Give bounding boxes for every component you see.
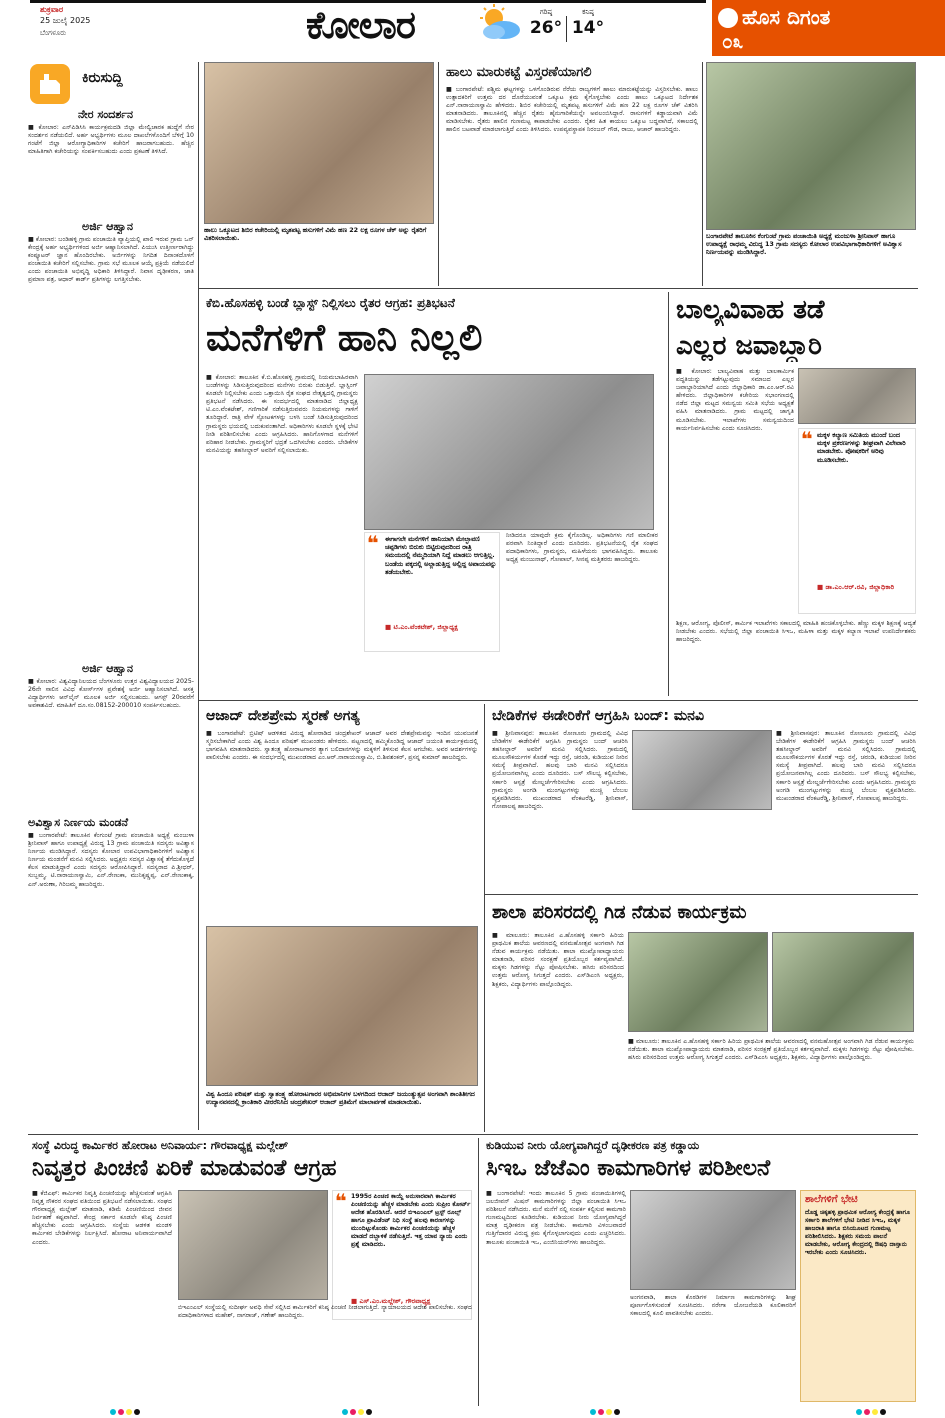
bandh-photo <box>632 730 772 810</box>
bandh-headline: ಬೇಡಿಕೆಗಳ ಈಡೇರಿಕೆಗೆ ಆಗ್ರಹಿಸಿ ಬಂದ್: ಮನವಿ <box>492 708 704 724</box>
blast-quote-byline: ■ ಟಿ.ಎಂ.ವೆಂಕಟೇಶ್, ಜಿಲ್ಲಾಧ್ಯಕ್ಷ <box>385 623 458 631</box>
water-text-2: ಅಂಗನವಾಡಿ, ಶಾಲಾ ಕೊಠಡಿಗಳ ನಿರ್ಮಾಣ ಕಾಮಗಾರಿಗಳನ್ನು ಶೀಘ್ರ ಪೂರ್ಣಗೊಳಿಸುವಂತೆ ಸೂಚಿಸಿದರು. ನರೇಗಾ ಯೋಜನೆಯಡಿ ಕೂಲಿಕಾರರಿಗೆ ಸಕಾಲದಲ್ಲಿ ಕೂಲಿ ಪಾವತಿಸಬೇಕು ಎಂದರು. <box>630 1294 796 1318</box>
left-column-divider <box>198 62 199 1130</box>
temp-min-box <box>570 8 606 48</box>
top-left-photo <box>204 62 434 224</box>
bandh-text: ■ ಶ್ರೀನಿವಾಸಪುರ: ತಾಲೂಕಿನ ರೋಣೂರು ಗ್ರಾಮದಲ್ಲಿ ವಿವಿಧ ಬೇಡಿಕೆಗಳ ಈಡೇರಿಕೆಗೆ ಆಗ್ರಹಿಸಿ ಗ್ರಾಮಸ್ಥರು ಬಂದ್ ಆಚರಿಸಿ ತಹಸೀಲ್ದಾರ್ ಅವರಿಗೆ ಮನವಿ ಸಲ್ಲಿಸಿದರು. ಗ್ರಾಮದಲ್ಲಿ ಮೂಲಸೌಕರ್ಯಗಳ ಕೊರತೆ ಇದ್ದು ರಸ್ತೆ, ಚರಂಡಿ, ಕುಡಿಯುವ ನೀರಿನ ಸಮಸ್ಯೆ ತೀವ್ರವಾಗಿದೆ. ಹಲವು ಬಾರಿ ಮನವಿ ಸಲ್ಲಿಸಿದರೂ ಪ್ರಯೋಜನವಾಗಿಲ್ಲ ಎಂದು ದೂರಿದರು. ಬಸ್ ಸೌಲಭ್ಯ ಕಲ್ಪಿಸಬೇಕು, ಸರ್ಕಾರಿ ಆಸ್ಪತ್ರೆ ಮೇಲ್ದರ್ಜೆಗೇರಿಸಬೇಕು ಎಂದು ಆಗ್ರಹಿಸಿದರು. ಗ್ರಾಮಸ್ಥರು ಅಂಗಡಿ ಮುಂಗಟ್ಟುಗಳನ್ನು ಮುಚ್ಚಿ ಬೆಂಬಲ ವ್ಯಕ್ತಪಡಿಸಿದರು. ಮುಖಂಡರಾದ ವೆಂಕಟರೆಡ್ಡಿ, ಶ್ರೀನಿವಾಸ್, ಗೋಪಾಲಪ್ಪ ಹಾಜರಿದ್ದರು. <box>492 730 628 810</box>
bandh-bottom-divider <box>484 894 918 895</box>
child-quote-box <box>798 428 916 614</box>
milk-headline: ಹಾಲು ಮಾರುಕಟ್ಟೆ ವಿಸ್ತರಣೆಯಾಗಲಿ <box>446 65 592 80</box>
masthead-day: ಶುಕ್ರವಾರ <box>40 5 64 14</box>
kirusuddi-text-2: ■ ಕೋಲಾರ: ಬಂಡಿಹಳ್ಳಿ ಗ್ರಾಮ ಪಂಚಾಯಿತಿ ವ್ಯಾಪ್ತಿಯಲ್ಲಿ ಖಾಲಿ ಇರುವ ಗ್ರಾಮ ಒನ್ ಕೇಂದ್ರಕ್ಕೆ ಅರ್ಹ ಅಭ್ಯರ್ಥಿಗಳಿಂದ ಅರ್ಜಿ ಆಹ್ವಾನಿಸಲಾಗಿದೆ. ಪಿಯುಸಿ ಉತ್ತೀರ್ಣರಾಗಿದ್ದು ಕಂಪ್ಯೂಟರ್ ಜ್ಞಾನ ಹೊಂದಿರಬೇಕು. ಅರ್ಜಿಗಳನ್ನು ನಿಗದಿತ ದಿನಾಂಕದೊಳಗೆ ಪಂಚಾಯಿತಿ ಕಚೇರಿಗೆ ಸಲ್ಲಿಸಬೇಕು. ಗ್ರಾಮ ಸಭೆ ಮೂಲಕ ಆಯ್ಕೆ ಪ್ರಕ್ರಿಯೆ ನಡೆಯಲಿದೆ ಎಂದು ಪಂಚಾಯಿತಿ ಅಭಿವೃದ್ಧಿ ಅಧಿಕಾರಿ ತಿಳಿಸಿದ್ದಾರೆ. ನಿವಾಸ ದೃಢೀಕರಣ, ಜಾತಿ ಪ್ರಮಾಣ ಪತ್ರ, ಆಧಾರ್ ಕಾರ್ಡ್ ಪ್ರತಿಗಳನ್ನು ಲಗತ್ತಿಸಬೇಕು. <box>28 236 194 284</box>
child-quote-mark-icon: ❝ <box>801 428 813 451</box>
weather-icon <box>474 4 524 44</box>
child-text: ■ ಕೋಲಾರ: ಬಾಲ್ಯವಿವಾಹ ಮತ್ತು ಬಾಲಕಾರ್ಮಿಕ ಪದ್ಧತಿಯನ್ನು ತಡೆಗಟ್ಟುವುದು ಸಮಾಜದ ಎಲ್ಲರ ಜವಾಬ್ದಾರಿಯಾಗಿದೆ ಎಂದು ಜಿಲ್ಲಾಧಿಕಾರಿ ಡಾ.ಎಂ.ಆರ್.ರವಿ ಹೇಳಿದರು. ಜಿಲ್ಲಾಧಿಕಾರಿಗಳ ಕಚೇರಿಯ ಸಭಾಂಗಣದಲ್ಲಿ ನಡೆದ ಜಿಲ್ಲಾ ಮಟ್ಟದ ಸಮನ್ವಯ ಸಮಿತಿ ಸಭೆಯ ಅಧ್ಯಕ್ಷತೆ ವಹಿಸಿ ಮಾತನಾಡಿದರು. ಗ್ರಾಮ ಮಟ್ಟದಲ್ಲಿ ಜಾಗೃತಿ ಮೂಡಿಸಬೇಕು. ಇಲಾಖೆಗಳು ಸಮನ್ವಯದಿಂದ ಕಾರ್ಯನಿರ್ವಹಿಸಬೇಕು ಎಂದು ಸೂಚಿಸಿದರು. <box>676 368 794 432</box>
kirusuddi-header <box>28 62 194 106</box>
top-left-photo-caption: ಹಾಲು ಒಕ್ಕೂಟದ ಶಿಬಿರ ಕಚೇರಿಯಲ್ಲಿ ಮೃತಪಟ್ಟ ಹಸುಗಳಿಗೆ ವಿಮೆ ಹಣ 22 ಲಕ್ಷ ರೂಗಳ ಚೆಕ್ ಅನ್ನು ರೈತರಿಗೆ ವಿತರಿಸಲಾಯಿತು. <box>204 226 427 242</box>
top-divider-1 <box>438 62 439 286</box>
workers-quote-byline: ■ ಎಸ್.ಎಂ.ಮಲ್ಲೇಶ್, ಗೌರವಾಧ್ಯಕ್ಷ <box>351 1297 431 1305</box>
registration-marks-1 <box>110 1409 140 1415</box>
blast-article <box>202 292 664 696</box>
workers-kicker: ಸಂಸ್ಥೆ ವಿರುದ್ಧ ಕಾರ್ಮಿಕರ ಹೋರಾಟ ಅನಿವಾರ್ಯ: ಗೌರವಾಧ್ಯಕ್ಷ ಮಲ್ಲೇಶ್ <box>32 1139 289 1152</box>
date-box <box>40 4 140 54</box>
bandh-article <box>488 704 918 892</box>
child-quote-byline: ■ ಡಾ.ಎಂ.ಆರ್.ರವಿ, ಜಿಲ್ಲಾಧಿಕಾರಿ <box>817 583 895 591</box>
blast-quote: ಈಗಾಗಲೇ ಮನೆಗಳಿಗೆ ಹಾನಿಯಾಗಿ ಮೇಲ್ಛಾವಣಿ ಚಪ್ಪಡಿಗಳು ಬಿರುಕು ಬಿಟ್ಟಿರುವುದರಿಂದ ರಾತ್ರಿ ಸಮಯದಲ್ಲಿ ನೆಮ್ಮದಿಯಾಗಿ ನಿದ್ದೆ ಮಾಡಲು ಆಗುತ್ತಿಲ್ಲ. ಬಂಡೆಯ ಪಕ್ಕದಲ್ಲಿ ಅಲ್ಲಾಡುತ್ತಿದ್ದ ಅಲ್ಲಿದ್ದ ಅಪಾಯವನ್ನು ತಡೆಯಬೇಕು. <box>385 535 497 576</box>
azad-photo-caption: ವಿಶ್ವ ಹಿಂದೂ ಪರಿಷತ್ ಮತ್ತು ಸ್ವಾತಂತ್ರ್ಯ ಹೋರಾಟಗಾರರ ಅಭಿಮಾನಿಗಳ ಬಳಗದಿಂದ ಆಜಾದ್ ಜಯಂತ್ಯುತ್ಸವ ಅಂಗವಾಗಿ ಶಾಂತಿತೀಗದ ಉದ್ಯಾನವನದಲ್ಲಿ ಕ್ರಾಂತಿಕಾರಿ ವೀರರೆನಿಸಿದ ಚಂದ್ರಶೇಖರ್ ಆಜಾದ್ ಪ್ರತಿಮೆಗೆ ಮಾಲಾರ್ಪಣೆ ಮಾಡಲಾಯಿತು. <box>206 1090 475 1106</box>
school-visit-text: ದೊಡ್ಡ ಚಿಕ್ಕಹಳ್ಳಿ ಪ್ರಾಥಮಿಕ ಆರೋಗ್ಯ ಕೇಂದ್ರಕ್ಕೆ ಹಾಗೂ ಸರ್ಕಾರಿ ಶಾಲೆಗಳಿಗೆ ಭೇಟಿ ನೀಡಿದ ಸಿಇಒ, ಮಕ್ಕಳ ಹಾಜರಾತಿ ಹಾಗೂ ಬಿಸಿಯೂಟದ ಗುಣಮಟ್ಟ ಪರಿಶೀಲಿಸಿದರು. ಶಿಕ್ಷಕರು ಸಮಯ ಪಾಲನೆ ಮಾಡಬೇಕು, ಆರೋಗ್ಯ ಕೇಂದ್ರದಲ್ಲಿ ಔಷಧಿ ದಾಸ್ತಾನು ಇರಬೇಕು ಎಂದು ಸೂಚಿಸಿದರು. <box>805 1209 911 1257</box>
kirusuddi-heading-4: ಅವಿಶ್ವಾಸ ನಿರ್ಣಯ ಮಂಡನೆ <box>28 816 129 829</box>
top-right-photo <box>706 62 916 230</box>
azad-headline: ಆಜಾದ್ ದೇಶಪ್ರೇಮ ಸ್ಮರಣೆ ಅಗತ್ಯ <box>206 708 360 724</box>
workers-text-2: ಬಿಇಎಂಎಲ್ ಸಂಸ್ಥೆಯಲ್ಲಿ ಸುದೀರ್ಘ ಅವಧಿ ಸೇವೆ ಸಲ್ಲಿಸಿದ ಕಾರ್ಮಿಕರಿಗೆ ಕನಿಷ್ಠ ಪಿಂಚಣಿ ನೀಡಲಾಗುತ್ತಿದೆ. ನ್ಯಾಯಾಲಯದ ಆದೇಶ ಪಾಲಿಸಬೇಕು. ಸಂಘದ ಪದಾಧಿಕಾರಿಗಳಾದ ಮಹೇಶ್, ನಾಗರಾಜ್, ಗಣೇಶ್ ಹಾಜರಿದ್ದರು. <box>178 1304 472 1320</box>
registration-marks-4 <box>856 1409 886 1415</box>
milk-article <box>442 62 698 286</box>
child-headline-2: ಎಲ್ಲರ ಜವಾಬ್ದಾರಿ <box>676 331 822 361</box>
school-photo-1 <box>628 932 768 1032</box>
water-photo <box>630 1190 796 1290</box>
child-headline-1: ಬಾಲ್ಯವಿವಾಹ ತಡೆ <box>676 295 825 325</box>
blast-quote-box <box>364 532 500 652</box>
registration-marks-2 <box>342 1409 372 1415</box>
water-kicker: ಕುಡಿಯುವ ನೀರು ಯೋಗ್ಯವಾಗಿದ್ದರೆ ದೃಢೀಕರಣ ಪತ್ರ ಕಡ್ಡಾಯ <box>486 1139 700 1152</box>
blast-text-2: ನೀಡಿದರೂ ಯಾವುದೇ ಕ್ರಮ ಕೈಗೊಂಡಿಲ್ಲ. ಅಧಿಕಾರಿಗಳು ಗಣಿ ಮಾಲೀಕರ ಪರವಾಗಿ ನಿಂತಿದ್ದಾರೆ ಎಂದು ದೂರಿದರು. ಪ್ರತಿಭಟನೆಯಲ್ಲಿ ರೈತ ಸಂಘದ ಪದಾಧಿಕಾರಿಗಳು, ಗ್ರಾಮಸ್ಥರು, ಮಹಿಳೆಯರು ಭಾಗವಹಿಸಿದ್ದರು. ತಾಲೂಕು ಅಧ್ಯಕ್ಷ ಮಂಜುನಾಥ್, ಗೋಪಾಲ್, ಸೀನಪ್ಪ ಮತ್ತಿತರರು ಹಾಜರಿದ್ದರು. <box>506 532 658 564</box>
workers-quote: 1995ರ ಪಿಂಚಣಿ ಕಾಯ್ದೆ ಅನುಸಾರವಾಗಿ ಕಾರ್ಮಿಕರ ಪಿಂಚಣಿಯನ್ನು ಹೆಚ್ಚಳ ಮಾಡಬೇಕು ಎಂದು ಸುಪ್ರೀಂ ಕೋರ್ಟ್ ಆದೇಶ ಹೊರಡಿಸಿದೆ. ಆದರೆ ಬಿಇಎಂಎಲ್ ಟ್ರಸ್ಟ್ ರೂಲ್ಸ್ ಹಾಗೂ ಪ್ರಾವಿಡೆಂಟ್ ನಿಧಿ ಸಂಸ್ಥೆ ಹಲವು ಕಾರಣಗಳನ್ನು ಮುಂದಿಟ್ಟುಕೊಂಡು ಕಾರ್ಮಿಕರ ಪಿಂಚಣಿಯನ್ನು ಹೆಚ್ಚಳ ಮಾಡದೆ ದಬ್ಬಾಳಿಕೆ ನಡೆಸುತ್ತಿದೆ. ಇತ್ತ ಯಾವ ನ್ಯಾಯ ಎಂದು ಪ್ರಶ್ನೆ ಮಾಡಿದರು. <box>351 1193 471 1248</box>
temp-max-box <box>528 8 564 48</box>
blast-protest-photo <box>364 374 654 530</box>
kirusuddi-text-4: ■ ಬಂಗಾರಪೇಟೆ: ತಾಲೂಕಿನ ಕೆಂಗುಂಟೆ ಗ್ರಾಮ ಪಂಚಾಯಿತಿ ಅಧ್ಯಕ್ಷೆ ಮಂಜುಳಾ ಶ್ರೀನಿವಾಸ್ ಹಾಗೂ ಉಪಾಧ್ಯಕ್ಷೆ ವಿರುದ್ಧ 13 ಗ್ರಾಮ ಪಂಚಾಯಿತಿ ಸದಸ್ಯರು ಅವಿಶ್ವಾಸ ನಿರ್ಣಯ ಮಂಡಿಸಿದ್ದಾರೆ. ಸದಸ್ಯರು ಕೋಲಾರ ಉಪವಿಭಾಗಾಧಿಕಾರಿಗಳಿಗೆ ಅವಿಶ್ವಾಸ ನಿರ್ಣಯ ಮಂಡನೆಗೆ ಮನವಿ ಸಲ್ಲಿಸಿದರು. ಅಧ್ಯಕ್ಷರು ಸದಸ್ಯರ ವಿಶ್ವಾಸಕ್ಕೆ ತೆಗೆದುಕೊಳ್ಳದೆ ಕೆಲಸ ಮಾಡುತ್ತಿದ್ದಾರೆ ಎಂದು ಸದಸ್ಯರು ಆರೋಪಿಸಿದ್ದಾರೆ. ಸದಸ್ಯರಾದ ಪಿ.ಶ್ರೀಧರ್, ಸುಬ್ಬಮ್ಮ, ಟಿ.ನಾರಾಯಣಸ್ವಾಮಿ, ಎನ್.ರೇಣುಕಾ, ಮುನಿಕೃಷ್ಣಪ್ಪ, ಎನ್.ರೇಣುಕಾಕ್ಕ, ಎನ್.ಅರುಣಾ, ಗಿರಿಜಮ್ಮ ಹಾಜರಿದ್ದರು. <box>28 832 194 888</box>
school-photo-2 <box>772 932 914 1032</box>
azad-divider <box>484 704 485 1132</box>
workers-article <box>28 1138 474 1406</box>
top-right-photo-caption: ಬಂಗಾರಪೇಟೆ ತಾಲೂಕಿನ ಕೆಂಗುಂಟೆ ಗ್ರಾಮ ಪಂಚಾಯಿತಿ ಅಧ್ಯಕ್ಷೆ ಮಂಜುಳಾ ಶ್ರೀನಿವಾಸ್ ಹಾಗೂ ಉಪಾಧ್ಯಕ್ಷೆ ರಾಧಮ್ಮ ವಿರುದ್ಧ 13 ಗ್ರಾಮ ಸದಸ್ಯರು ಕೋಲಾರ ಉಪವಿಭಾಗಾಧಿಕಾರಿಗಳಿಗೆ ಅವಿಶ್ವಾಸ ನಿರ್ಣಯವನ್ನು ಮಂಡಿಸಿದ್ದಾರೆ. <box>706 232 902 256</box>
kirusuddi-hand-icon <box>30 64 70 104</box>
azad-photo <box>206 926 478 1086</box>
kirusuddi-column <box>28 62 194 1130</box>
blast-text-1: ■ ಕೋಲಾರ: ತಾಲೂಕಿನ ಕೆ.ಬಿ.ಹೊಸಹಳ್ಳಿ ಗ್ರಾಮದಲ್ಲಿ ನಿಯಮಬಾಹಿರವಾಗಿ ಬಂಡೆಗಳನ್ನು ಸಿಡಿಸುತ್ತಿರುವುದರಿಂದ ಮನೆಗಳು ಬಿರುಕು ಬಿಡುತ್ತಿವೆ. ಬ್ಲಾಸ್ಟಿಂಗ್ ಕೂಡಲೇ ನಿಲ್ಲಿಸಬೇಕು ಎಂದು ಒತ್ತಾಯಿಸಿ ರೈತ ಸಂಘದ ನೇತೃತ್ವದಲ್ಲಿ ಗ್ರಾಮಸ್ಥರು ಪ್ರತಿಭಟನೆ ನಡೆಸಿದರು. ಈ ಸಂದರ್ಭದಲ್ಲಿ ಮಾತನಾಡಿದ ಜಿಲ್ಲಾಧ್ಯಕ್ಷ ಟಿ.ಎಂ.ವೆಂಕಟೇಶ್, ಗಣಿಗಾರಿಕೆ ನಡೆಸುತ್ತಿರುವವರು ನಿಯಮಗಳನ್ನು ಗಾಳಿಗೆ ತೂರಿದ್ದಾರೆ. ರಾತ್ರಿ ವೇಳೆ ಸ್ಫೋಟಕಗಳನ್ನು ಬಳಸಿ ಬಂಡೆ ಸಿಡಿಸುತ್ತಿರುವುದರಿಂದ ಗ್ರಾಮಸ್ಥರು ಭಯದಲ್ಲಿ ಬದುಕುವಂತಾಗಿದೆ. ಅಧಿಕಾರಿಗಳು ಕೂಡಲೇ ಸ್ಥಳಕ್ಕೆ ಭೇಟಿ ನೀಡಿ ಪರಿಶೀಲಿಸಬೇಕು ಎಂದು ಆಗ್ರಹಿಸಿದರು. ಹಾನಿಗೊಳಗಾದ ಮನೆಗಳಿಗೆ ಪರಿಹಾರ ನೀಡಬೇಕು. ಗ್ರಾಮಸ್ಥರಿಗೆ ಭದ್ರತೆ ಒದಗಿಸಬೇಕು ಎಂದರು. ಬೇಡಿಕೆಗಳ ಮನವಿಯನ್ನು ತಹಸೀಲ್ದಾರ್ ಅವರಿಗೆ ಸಲ್ಲಿಸಲಾಯಿತು. <box>206 374 358 454</box>
kirusuddi-text-1: ■ ಕೋಲಾರ: ಎನ್‌ಪಿಡಿಸಿಸಿ ಕಾರ್ಯಕ್ರಮದಡಿ ಜಿಲ್ಲಾ ಮೇಲ್ವಿಚಾರಕ ಹುದ್ದೆಗೆ ನೇರ ಸಂದರ್ಶನ ನಡೆಯಲಿದೆ. ಅರ್ಹ ಅಭ್ಯರ್ಥಿಗಳು ಮೂಲ ದಾಖಲೆಗಳೊಂದಿಗೆ ಬೆಳಿಗ್ಗೆ 10 ಗಂಟೆಗೆ ಜಿಲ್ಲಾ ಆರೋಗ್ಯಾಧಿಕಾರಿಗಳ ಕಚೇರಿಗೆ ಹಾಜರಾಗಬಹುದು. ಹೆಚ್ಚಿನ ಮಾಹಿತಿಗಾಗಿ ಕಚೇರಿಯನ್ನು ಸಂಪರ್ಕಿಸಬಹುದು ಎಂದು ಪ್ರಕಟಣೆ ತಿಳಿಸಿದೆ. <box>28 124 194 156</box>
school-article <box>488 898 918 1132</box>
row3-divider <box>28 1134 918 1135</box>
top-divider-2 <box>702 62 703 286</box>
azad-article <box>202 704 480 1132</box>
temp-divider <box>566 16 567 42</box>
school-text-cont: ■ ಮಾಲೂರು: ತಾಲೂಕಿನ ಎ.ಹೊಸಹಳ್ಳಿ ಸರ್ಕಾರಿ ಹಿರಿಯ ಪ್ರಾಥಮಿಕ ಶಾಲೆಯ ಆವರಣದಲ್ಲಿ ವನಮಹೋತ್ಸವ ಅಂಗವಾಗಿ ಗಿಡ ನೆಡುವ ಕಾರ್ಯಕ್ರಮ ನಡೆಯಿತು. ಶಾಲಾ ಮುಖ್ಯೋಪಾಧ್ಯಾಯರು ಮಾತನಾಡಿ, ಪರಿಸರ ಸಂರಕ್ಷಣೆ ಪ್ರತಿಯೊಬ್ಬರ ಕರ್ತವ್ಯವಾಗಿದೆ. ಮಕ್ಕಳು ಗಿಡಗಳನ್ನು ನೆಟ್ಟು ಪೋಷಿಸಬೇಕು. ಹಸಿರು ಪರಿಸರದಿಂದ ಉತ್ತಮ ಆರೋಗ್ಯ ಸಿಗುತ್ತದೆ ಎಂದರು. ಎಸ್‌ಡಿಎಂಸಿ ಅಧ್ಯಕ್ಷರು, ಶಿಕ್ಷಕರು, ವಿದ್ಯಾರ್ಥಿಗಳು ಪಾಲ್ಗೊಂಡಿದ್ದರು. <box>628 1038 914 1062</box>
kirusuddi-title: ಕಿರುಸುದ್ದಿ <box>82 70 123 86</box>
water-headline: ಸಿಇಒ ಜೆಜೆಎಂ ಕಾಮಗಾರಿಗಳ ಪರಿಶೀಲನೆ <box>486 1156 771 1181</box>
kirusuddi-heading-2: ಅರ್ಜಿ ಆಹ್ವಾನ <box>82 220 134 233</box>
kirusuddi-heading-3: ಅರ್ಜಿ ಆಹ್ವಾನ <box>82 662 134 675</box>
azad-text: ■ ಬಂಗಾರಪೇಟೆ: ಬ್ರಿಟಿಷ್ ಆಡಳಿತದ ವಿರುದ್ಧ ಹೋರಾಡಿದ ಚಂದ್ರಶೇಖರ್ ಆಜಾದ್ ಅವರ ದೇಶಪ್ರೇಮವನ್ನು ಇಂದಿನ ಯುವಜನತೆ ಸ್ಮರಿಸಬೇಕಾಗಿದೆ ಎಂದು ವಿಶ್ವ ಹಿಂದೂ ಪರಿಷತ್ ಮುಖಂಡರು ಹೇಳಿದರು. ಪಟ್ಟಣದಲ್ಲಿ ಹಮ್ಮಿಕೊಂಡಿದ್ದ ಆಜಾದ್ ಜಯಂತಿ ಕಾರ್ಯಕ್ರಮದಲ್ಲಿ ಭಾಗವಹಿಸಿ ಮಾತನಾಡಿದರು. ಸ್ವಾತಂತ್ರ್ಯ ಹೋರಾಟಗಾರರ ತ್ಯಾಗ ಬಲಿದಾನಗಳನ್ನು ಮಕ್ಕಳಿಗೆ ತಿಳಿಸುವ ಕೆಲಸ ಆಗಬೇಕು. ಅವರ ಆದರ್ಶಗಳನ್ನು ಪಾಲಿಸಬೇಕು ಎಂದರು. ಈ ಸಂದರ್ಭದಲ್ಲಿ ಮುಖಂಡರಾದ ಎಂ.ಆರ್.ನಾರಾಯಣಸ್ವಾಮಿ, ಬಿ.ಶಿವಶಂಕರ್, ಪ್ರಸನ್ನ ಕುಮಾರ್ ಹಾಜರಿದ್ದರು. <box>206 730 478 762</box>
masthead-date: 25 ಜುಲೈ 2025 <box>40 16 91 25</box>
child-quote: ಮಕ್ಕಳ ಕಲ್ಯಾಣ ಸಮಿತಿಯ ಮುಂದೆ ಬಂದ ಮಕ್ಕಳ ಪ್ರಕರಣಗಳನ್ನು ಶೀಘ್ರವಾಗಿ ವಿಲೇವಾರಿ ಮಾಡಬೇಕು. ಪೋಷಕರಿಗೆ ಅರಿವು ಮೂಡಿಸಬೇಕು. <box>817 431 906 464</box>
milk-text: ■ ಬಂಗಾರಪೇಟೆ: ಪಶ್ಚಿಮ ಘಟ್ಟಗಳನ್ನು ಒಳಗೊಂಡಿರುವ ನೆರೆಯ ರಾಜ್ಯಗಳಿಗೆ ಹಾಲು ಮಾರುಕಟ್ಟೆಯನ್ನು ವಿಸ್ತರಿಸಬೇಕು. ಹಾಲು ಉತ್ಪಾದಕರಿಗೆ ಉತ್ತಮ ದರ ದೊರೆಯುವಂತೆ ಒಕ್ಕೂಟ ಕ್ರಮ ಕೈಗೊಳ್ಳಬೇಕು ಎಂದು ಹಾಲು ಒಕ್ಕೂಟದ ನಿರ್ದೇಶಕ ಎನ್.ನಾರಾಯಣಸ್ವಾಮಿ ಹೇಳಿದರು. ಶಿಬಿರ ಕಚೇರಿಯಲ್ಲಿ ಮೃತಪಟ್ಟ ಹಸುಗಳಿಗೆ ವಿಮೆ ಹಣ 22 ಲಕ್ಷ ರೂಗಳ ಚೆಕ್ ವಿತರಿಸಿ ಮಾತನಾಡಿದರು. ತಾಲೂಕಿನಲ್ಲಿ ಹೆಚ್ಚಿನ ರೈತರು ಹೈನುಗಾರಿಕೆಯನ್ನೇ ಅವಲಂಬಿಸಿದ್ದಾರೆ. ರಾಸುಗಳಿಗೆ ಕಡ್ಡಾಯವಾಗಿ ವಿಮೆ ಮಾಡಿಸಬೇಕು. ರೈತರು ಹಾಲಿನ ಗುಣಮಟ್ಟ ಕಾಪಾಡಬೇಕು ಎಂದರು. ರೈತರ ಹಿತ ಕಾಯಲು ಒಕ್ಕೂಟ ಬದ್ಧವಾಗಿದೆ, ಸಕಾಲದಲ್ಲಿ ಹಾಲಿನ ಬಟವಾಡೆ ಮಾಡಲಾಗುತ್ತಿದೆ ಎಂದು ತಿಳಿಸಿದರು. ಉಪವ್ಯವಸ್ಥಾಪಕ ನಿರಂಜನ್ ಗೌಡ, ರಾಜು, ಆಚಾರ್ ಹಾಜರಿದ್ದರು. <box>446 86 698 134</box>
row1-divider <box>198 288 918 289</box>
workers-text: ■ ಕೆಜಿಎಫ್: ಕಾರ್ಮಿಕರ ನಿವೃತ್ತಿ ಪಿಂಚಣಿಯನ್ನು ಹೆಚ್ಚಿಸುವಂತೆ ಆಗ್ರಹಿಸಿ ನಿವೃತ್ತ ನೌಕರರ ಸಂಘದ ವತಿಯಿಂದ ಪ್ರತಿಭಟನೆ ನಡೆಸಲಾಯಿತು. ಸಂಘದ ಗೌರವಾಧ್ಯಕ್ಷ ಮಲ್ಲೇಶ್ ಮಾತನಾಡಿ, ಕಡಿಮೆ ಪಿಂಚಣಿಯಿಂದ ಜೀವನ ನಿರ್ವಹಣೆ ಕಷ್ಟವಾಗಿದೆ. ಕೇಂದ್ರ ಸರ್ಕಾರ ಕೂಡಲೇ ಕನಿಷ್ಠ ಪಿಂಚಣಿ ಹೆಚ್ಚಿಸಬೇಕು ಎಂದು ಆಗ್ರಹಿಸಿದರು. ಸಂಸ್ಥೆಯ ಆಡಳಿತ ಮಂಡಳಿ ಕಾರ್ಮಿಕರ ಬೇಡಿಕೆಗಳನ್ನು ನಿರ್ಲಕ್ಷಿಸಿದೆ. ಹೋರಾಟ ಅನಿವಾರ್ಯವಾಗಿದೆ ಎಂದರು. <box>32 1190 172 1246</box>
child-text-2: ಶಿಕ್ಷಣ, ಆರೋಗ್ಯ, ಪೊಲೀಸ್, ಕಾರ್ಮಿಕ ಇಲಾಖೆಗಳು ಸಕಾಲದಲ್ಲಿ ಮಾಹಿತಿ ಹಂಚಿಕೊಳ್ಳಬೇಕು. ಹೆಣ್ಣು ಮಕ್ಕಳ ಶಿಕ್ಷಣಕ್ಕೆ ಆದ್ಯತೆ ನೀಡಬೇಕು ಎಂದರು. ಸಭೆಯಲ್ಲಿ ಜಿಲ್ಲಾ ಪಂಚಾಯಿತಿ ಸಿಇಒ, ಮಹಿಳಾ ಮತ್ತು ಮಕ್ಕಳ ಕಲ್ಯಾಣ ಇಲಾಖೆ ಉಪನಿರ್ದೇಶಕರು ಹಾಜರಿದ್ದರು. <box>676 620 916 644</box>
masthead <box>0 0 945 58</box>
water-text: ■ ಬಂಗಾರಪೇಟೆ: ಇಂದು ತಾಲೂಕಿನ 5 ಗ್ರಾಮ ಪಂಚಾಯಿತಿಗಳಲ್ಲಿ ಜಲಜೀವನ್ ಮಿಷನ್ ಕಾಮಗಾರಿಗಳನ್ನು ಜಿಲ್ಲಾ ಪಂಚಾಯಿತಿ ಸಿಇಒ ಪರಿಶೀಲನೆ ನಡೆಸಿದರು. ಮನೆ ಮನೆಗೆ ನಲ್ಲಿ ಸಂಪರ್ಕ ಕಲ್ಪಿಸುವ ಕಾಮಗಾರಿ ಗುಣಮಟ್ಟದಿಂದ ಕೂಡಿರಬೇಕು. ಕುಡಿಯುವ ನೀರು ಯೋಗ್ಯವಾಗಿದ್ದರೆ ಮಾತ್ರ ದೃಢೀಕರಣ ಪತ್ರ ನೀಡಬೇಕು. ಕಾಮಗಾರಿ ವಿಳಂಬವಾದರೆ ಗುತ್ತಿಗೆದಾರರ ವಿರುದ್ಧ ಕ್ರಮ ಕೈಗೊಳ್ಳಲಾಗುವುದು ಎಂದು ಎಚ್ಚರಿಸಿದರು. ತಾಲೂಕು ಪಂಚಾಯಿತಿ ಇಒ, ಎಂಜಿನಿಯರ್‌ಗಳು ಹಾಜರಿದ್ದರು. <box>486 1190 626 1246</box>
masthead-city: ಬೆಂಗಳೂರು <box>40 29 67 37</box>
school-text: ■ ಮಾಲೂರು: ತಾಲೂಕಿನ ಎ.ಹೊಸಹಳ್ಳಿ ಸರ್ಕಾರಿ ಹಿರಿಯ ಪ್ರಾಥಮಿಕ ಶಾಲೆಯ ಆವರಣದಲ್ಲಿ ವನಮಹೋತ್ಸವ ಅಂಗವಾಗಿ ಗಿಡ ನೆಡುವ ಕಾರ್ಯಕ್ರಮ ನಡೆಯಿತು. ಶಾಲಾ ಮುಖ್ಯೋಪಾಧ್ಯಾಯರು ಮಾತನಾಡಿ, ಪರಿಸರ ಸಂರಕ್ಷಣೆ ಪ್ರತಿಯೊಬ್ಬರ ಕರ್ತವ್ಯವಾಗಿದೆ. ಮಕ್ಕಳು ಗಿಡಗಳನ್ನು ನೆಟ್ಟು ಪೋಷಿಸಬೇಕು. ಹಸಿರು ಪರಿಸರದಿಂದ ಉತ್ತಮ ಆರೋಗ್ಯ ಸಿಗುತ್ತದೆ ಎಂದರು. ಎಸ್‌ಡಿಎಂಸಿ ಅಧ್ಯಕ್ಷರು, ಶಿಕ್ಷಕರು, ವಿದ್ಯಾರ್ಥಿಗಳು ಪಾಲ್ಗೊಂಡಿದ್ದರು. <box>492 932 624 988</box>
workers-quote-mark-icon: ❝ <box>335 1190 347 1213</box>
temp-min-label: ಕನಿಷ್ಠ <box>582 8 594 16</box>
child-article <box>672 292 918 696</box>
child-meeting-photo <box>798 368 916 424</box>
masthead-title: ಕೋಲಾರ <box>306 3 415 47</box>
page-number: ೦೩ <box>722 31 744 53</box>
workers-protest-photo <box>178 1190 328 1300</box>
kirusuddi-text-3: ■ ಕೋಲಾರ: ವಿಶ್ವವಿದ್ಯಾನಿಲಯದ ಬೆಂಗಳೂರು ಉತ್ತರ ವಿಶ್ವವಿದ್ಯಾಲಯದ 2025-26ನೇ ಸಾಲಿನ ವಿವಿಧ ಕೋರ್ಸ್‌ಗಳ ಪ್ರವೇಶಕ್ಕೆ ಅರ್ಜಿ ಆಹ್ವಾನಿಸಲಾಗಿದೆ. ಆಸಕ್ತ ವಿದ್ಯಾರ್ಥಿಗಳು ಆನ್‌ಲೈನ್ ಮೂಲಕ ಅರ್ಜಿ ಸಲ್ಲಿಸಬಹುದು. ಆಗಸ್ಟ್ 20ರವರೆಗೆ ಅವಕಾಶವಿದೆ. ಮಾಹಿತಿಗೆ ದೂ.ಸಂ.08152-200010 ಸಂಪರ್ಕಿಸಬಹುದು. <box>28 678 194 710</box>
school-headline: ಶಾಲಾ ಪರಿಸರದಲ್ಲಿ ಗಿಡ ನೆಡುವ ಕಾರ್ಯಕ್ರಮ <box>492 902 747 923</box>
school-visit-title: ಶಾಲೆಗಳಿಗೆ ಭೇಟಿ <box>805 1194 858 1205</box>
temp-max-value: 26° <box>529 18 563 38</box>
bandh-text-cont: ■ ಶ್ರೀನಿವಾಸಪುರ: ತಾಲೂಕಿನ ರೋಣೂರು ಗ್ರಾಮದಲ್ಲಿ ವಿವಿಧ ಬೇಡಿಕೆಗಳ ಈಡೇರಿಕೆಗೆ ಆಗ್ರಹಿಸಿ ಗ್ರಾಮಸ್ಥರು ಬಂದ್ ಆಚರಿಸಿ ತಹಸೀಲ್ದಾರ್ ಅವರಿಗೆ ಮನವಿ ಸಲ್ಲಿಸಿದರು. ಗ್ರಾಮದಲ್ಲಿ ಮೂಲಸೌಕರ್ಯಗಳ ಕೊರತೆ ಇದ್ದು ರಸ್ತೆ, ಚರಂಡಿ, ಕುಡಿಯುವ ನೀರಿನ ಸಮಸ್ಯೆ ತೀವ್ರವಾಗಿದೆ. ಹಲವು ಬಾರಿ ಮನವಿ ಸಲ್ಲಿಸಿದರೂ ಪ್ರಯೋಜನವಾಗಿಲ್ಲ ಎಂದು ದೂರಿದರು. ಬಸ್ ಸೌಲಭ್ಯ ಕಲ್ಪಿಸಬೇಕು, ಸರ್ಕಾರಿ ಆಸ್ಪತ್ರೆ ಮೇಲ್ದರ್ಜೆಗೇರಿಸಬೇಕು ಎಂದು ಆಗ್ರಹಿಸಿದರು. ಗ್ರಾಮಸ್ಥರು ಅಂಗಡಿ ಮುಂಗಟ್ಟುಗಳನ್ನು ಮುಚ್ಚಿ ಬೆಂಬಲ ವ್ಯಕ್ತಪಡಿಸಿದರು. ಮುಖಂಡರಾದ ವೆಂಕಟರೆಡ್ಡಿ, ಶ್ರೀನಿವಾಸ್, ಗೋಪಾಲಪ್ಪ ಹಾಜರಿದ್ದರು. <box>776 730 916 802</box>
workers-quote-box <box>332 1190 472 1320</box>
kirusuddi-heading-1: ನೇರ ಸಂದರ್ಶನ <box>78 108 134 121</box>
temp-min-value: 14° <box>571 18 605 38</box>
blast-headline: ಮನೆಗಳಿಗೆ ಹಾನಿ ನಿಲ್ಲಲಿ <box>206 316 483 359</box>
brand-name: ಹೊಸ ದಿಗಂತ <box>742 5 831 29</box>
school-visit-box <box>800 1190 916 1402</box>
temp-max-label: ಗರಿಷ್ಠ <box>539 8 553 16</box>
quote-mark-icon: ❝ <box>367 532 379 555</box>
registration-marks-3 <box>590 1409 620 1415</box>
brand-box <box>712 0 945 56</box>
row2-divider <box>198 700 918 701</box>
blast-divider <box>668 292 669 696</box>
bottom-divider <box>478 1138 479 1406</box>
workers-headline: ನಿವೃತ್ತರ ಪಿಂಚಣಿ ಏರಿಕೆ ಮಾಡುವಂತೆ ಆಗ್ರಹ <box>32 1156 337 1181</box>
blast-kicker: ಕೆಬಿ.ಹೊಸಹಳ್ಳಿ ಬಂಡೆ ಬ್ಲಾಸ್ಟ್ ನಿಲ್ಲಿಸಲು ರೈತರ ಆಗ್ರಹ: ಪ್ರತಿಭಟನೆ <box>206 296 455 310</box>
water-article <box>482 1138 918 1406</box>
brand-logo-icon <box>718 8 738 28</box>
